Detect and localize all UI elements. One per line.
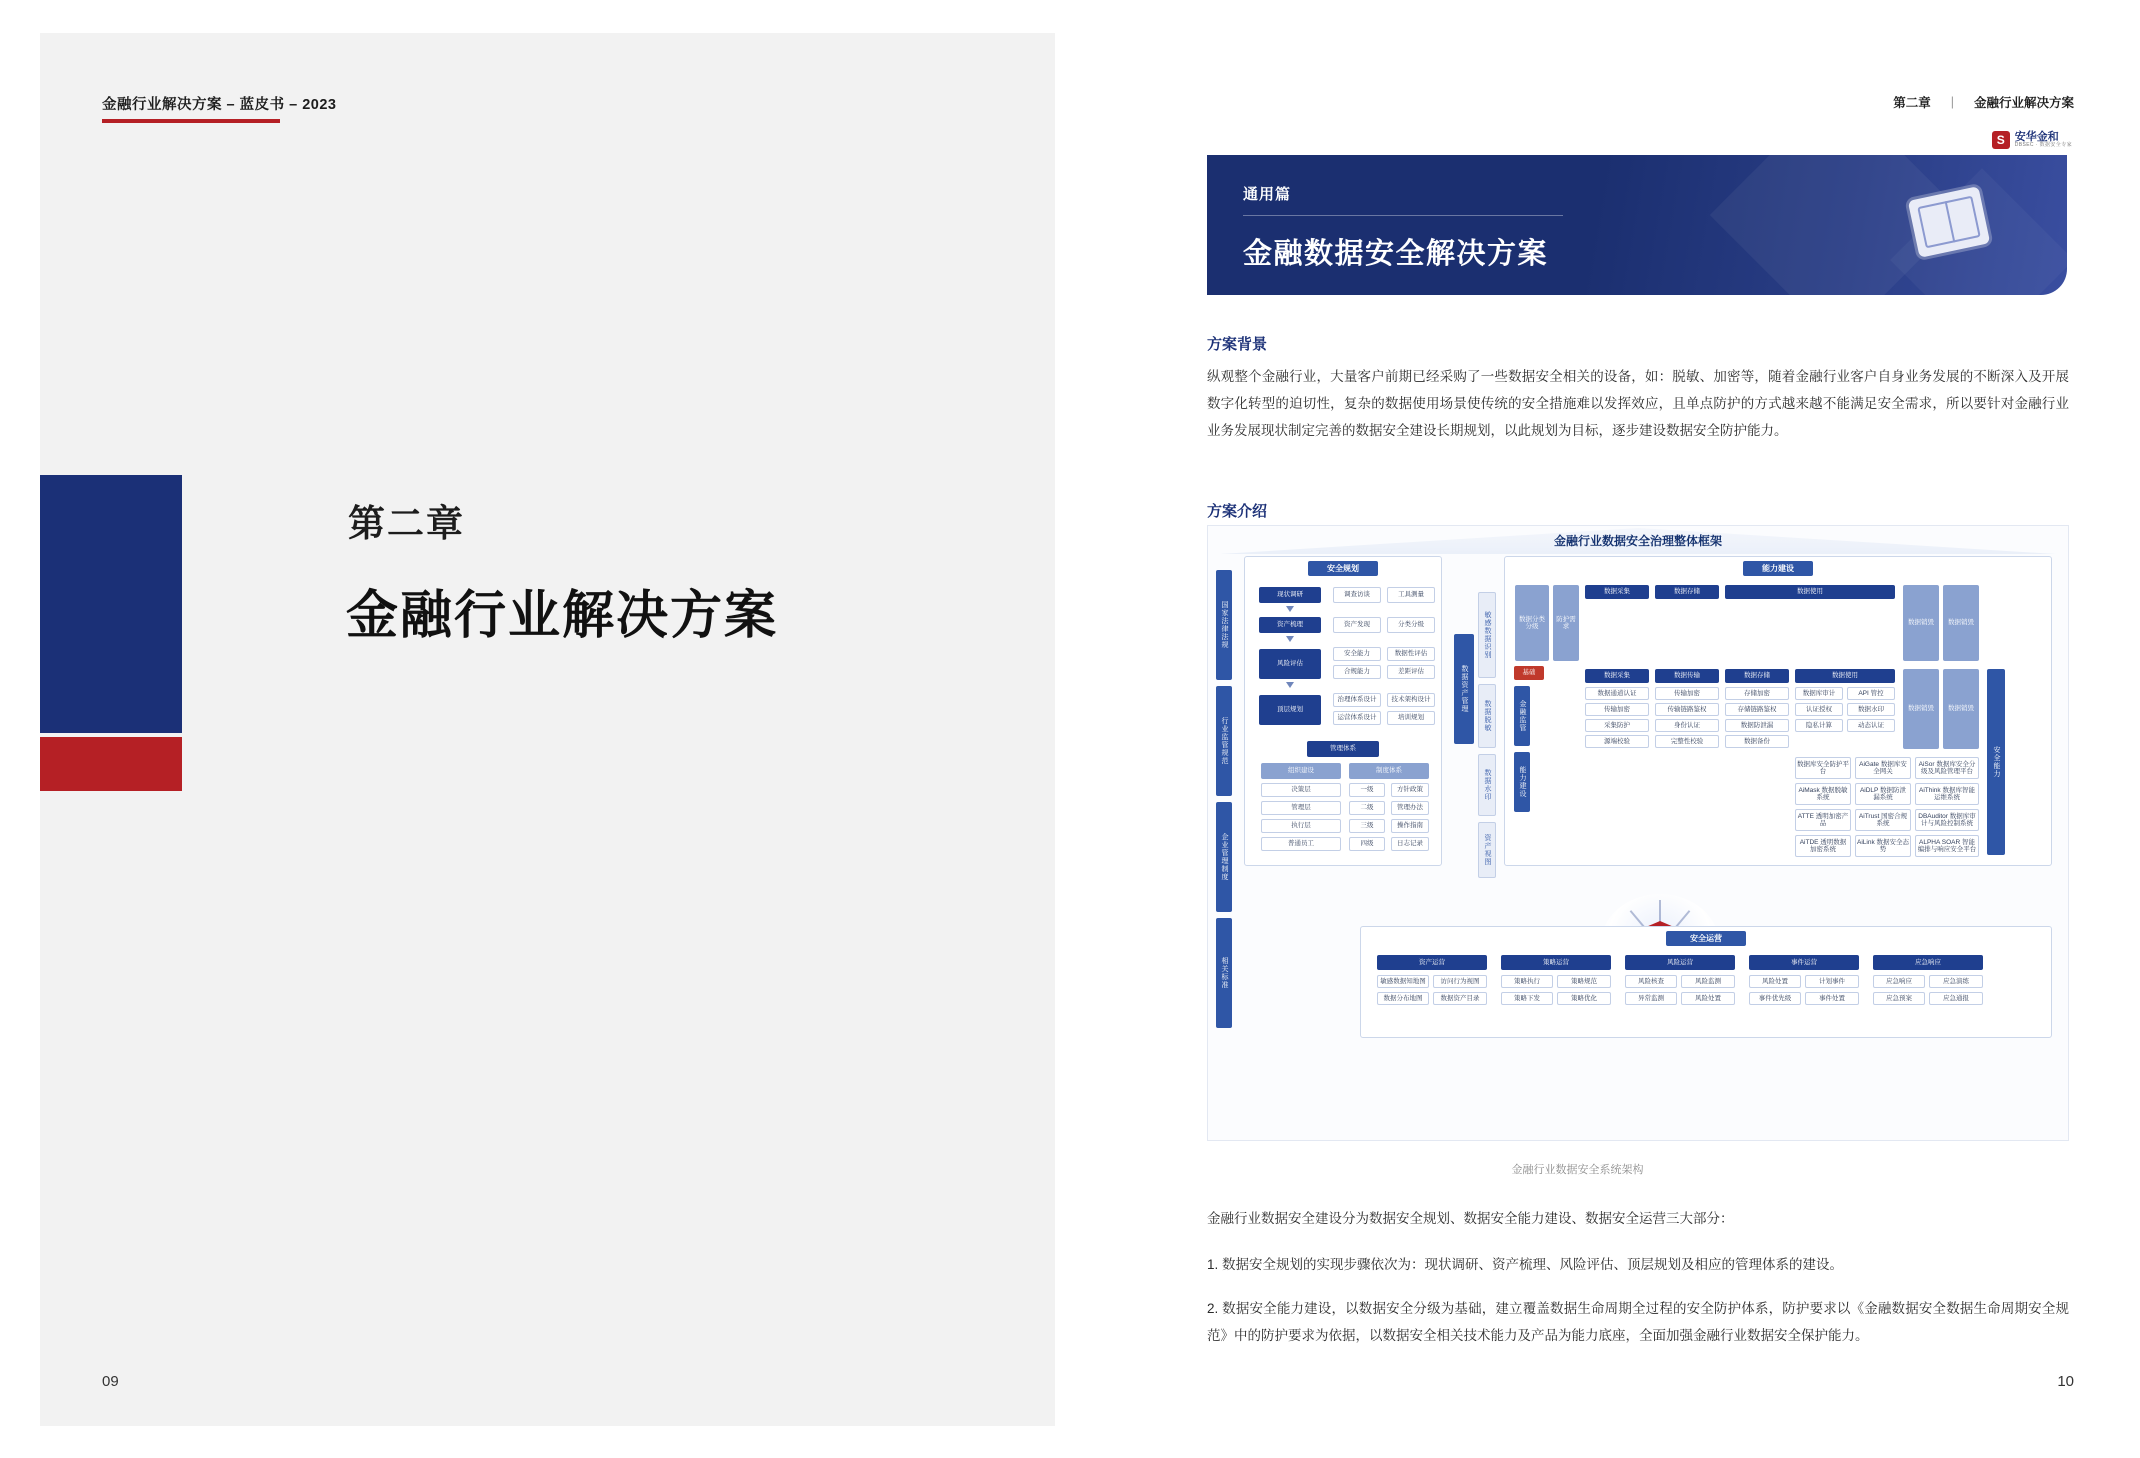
product-1-1: AiDLP 数据防泄漏系统 (1855, 783, 1911, 805)
planning-row-2-item-2: 合规能力 (1333, 665, 1381, 679)
capability-right-rail-2: 数据销毁 (1943, 669, 1979, 749)
capability-usage-item-2: 认证授权 (1795, 703, 1843, 716)
capability-top-5: 数据销毁 (1903, 585, 1939, 661)
operation-group-3-item-3: 事件处置 (1805, 992, 1859, 1005)
center-rail-4: 资产视图 (1478, 822, 1496, 878)
capability-collect-item-2: 采集防护 (1585, 719, 1649, 732)
product-1-0: AiMask 数据脱敏系统 (1795, 783, 1851, 805)
management-left-0: 决策层 (1261, 783, 1341, 797)
capability-usage-label: 数据使用 (1795, 669, 1895, 683)
paragraph-point-1: 1. 数据安全规划的实现步骤依次为：现状调研、资产梳理、风险评估、顶层规划及相应的管理体系的建设。 (1207, 1257, 1844, 1272)
planning-row-0-item-1: 工具测量 (1387, 587, 1435, 603)
paragraph-background: 纵观整个金融行业，大量客户前期已经采购了一些数据安全相关的设备，如：脱敏、加密等，随着金融行业客户自身业务发展的不断深入及开展数字化转型的迫切性，复杂的数据使用场景使传统的安全措施难以发挥效应，且单点防护的方式越来越不能满足安全需求，所以要针对金融行业业务发展现状制定完善的数据安全建设长期规划，以此规划为目标，逐步建设数据安全防护能力。 (1207, 369, 2069, 438)
management-left-3: 普通员工 (1261, 837, 1341, 851)
capability-usage-item-1: API 管控 (1847, 687, 1895, 700)
operation-group-4-item-3: 应急通报 (1929, 992, 1983, 1005)
planning-row-3-item-1: 技术架构设计 (1387, 693, 1435, 707)
product-0-2: AiSor 数据库安全分级及风险管理平台 (1915, 757, 1979, 779)
planning-row-2-item-1: 数据性评估 (1387, 647, 1435, 661)
product-0-1: AiGate 数据库安全网关 (1855, 757, 1911, 779)
capability-top-0: 数据分类分级 (1515, 585, 1549, 661)
architecture-diagram (1207, 525, 2069, 1141)
capability-right-rail-0: 安全能力 (1987, 669, 2005, 855)
capability-storage-item-3: 数据备份 (1725, 735, 1789, 748)
diagram-title: 金融行业数据安全治理整体框架 (1553, 534, 1722, 548)
operation-group-0-item-1: 访问行为视图 (1433, 975, 1487, 988)
rail-item-3: 相关标准 (1216, 918, 1232, 1028)
capability-top-2: 数据采集 (1585, 585, 1649, 599)
operation-group-4-item-1: 应急演练 (1929, 975, 1983, 988)
operation-group-1-item-1: 策略规范 (1557, 975, 1611, 988)
planning-row-3-item-2: 运营体系设计 (1333, 711, 1381, 725)
planning-row-1-label: 资产梳理 (1259, 617, 1321, 633)
capability-top-6: 数据销毁 (1943, 585, 1979, 661)
management-right-5: 操作指南 (1391, 819, 1429, 833)
capability-top-1: 防护需求 (1553, 585, 1579, 661)
operation-group-2-item-3: 风险处置 (1681, 992, 1735, 1005)
capability-collect-item-0: 数据通道认证 (1585, 687, 1649, 700)
rail-item-2: 企业管理制度 (1216, 802, 1232, 912)
capability-top-3: 数据存储 (1655, 585, 1719, 599)
management-right-4: 三级 (1349, 819, 1385, 833)
company-logo (1992, 131, 2072, 149)
operation-group-1-label: 策略运营 (1501, 955, 1611, 970)
left-page (40, 33, 1055, 1426)
operation-group-0-item-2: 数据分布地图 (1377, 992, 1429, 1005)
management-right-1: 方针政策 (1391, 783, 1429, 797)
operation-group-2-item-0: 风险核查 (1625, 975, 1677, 988)
capability-storage-item-2: 数据防泄漏 (1725, 719, 1789, 732)
capability-transfer-item-1: 传输链路鉴权 (1655, 703, 1719, 716)
operation-group-1-item-2: 策略下发 (1501, 992, 1553, 1005)
operation-group-2-label: 风险运营 (1625, 955, 1735, 970)
basis-tag: 基础 (1514, 666, 1544, 680)
paragraph-overview: 金融行业数据安全建设分为数据安全规划、数据安全能力建设、数据安全运营三大部分： (1207, 1211, 1734, 1226)
header-divider: | (1950, 95, 1954, 109)
capability-usage-item-3: 数据水印 (1847, 703, 1895, 716)
operation-group-4-label: 应急响应 (1873, 955, 1983, 970)
chapter-accent-bar (40, 475, 182, 791)
product-2-1: AiTrust 国密合规系统 (1855, 809, 1911, 831)
logo-mark-icon: S (1992, 131, 2010, 149)
group-operation-title: 安全运营 (1666, 931, 1746, 946)
group-planning (1244, 556, 1442, 866)
header-right (1893, 93, 2074, 111)
operation-group-2-item-1: 风险监测 (1681, 975, 1735, 988)
capability-collect-item-3: 源端校验 (1585, 735, 1649, 748)
planning-row-0-label: 现状调研 (1259, 587, 1321, 603)
product-2-0: ATTE 透明加密产品 (1795, 809, 1851, 831)
capability-storage-item-0: 存储加密 (1725, 687, 1789, 700)
product-3-2: ALPHA SOAR 智能编排与响应安全平台 (1915, 835, 1979, 857)
product-3-0: AiTDE 透明数据加密系统 (1795, 835, 1851, 857)
planning-row-2-item-0: 安全能力 (1333, 647, 1381, 661)
management-left-2: 执行层 (1261, 819, 1341, 833)
center-rail-3: 数据水印 (1478, 754, 1496, 816)
management-col-0: 组织建设 (1261, 763, 1341, 779)
center-rail-0: 数据资产管理 (1454, 634, 1474, 744)
planning-row-3-label: 顶层规划 (1259, 695, 1321, 725)
capability-storage-item-1: 存储链路鉴权 (1725, 703, 1789, 716)
page-number-right: 10 (2057, 1373, 2074, 1390)
planning-row-1-item-1: 分类分级 (1387, 617, 1435, 633)
capability-transfer-item-2: 身份认证 (1655, 719, 1719, 732)
chapter-title: 金融行业解决方案 (346, 587, 779, 645)
group-capability (1504, 556, 2052, 866)
management-right-0: 一级 (1349, 783, 1385, 797)
group-capability-title: 能力建设 (1743, 561, 1813, 576)
capability-right-rail-1: 数据销毁 (1903, 669, 1939, 749)
capability-usage-item-4: 隐私计算 (1795, 719, 1843, 732)
product-1-2: AiThink 数据库智能运维系统 (1915, 783, 1979, 805)
operation-group-4-item-2: 应急预案 (1873, 992, 1925, 1005)
operation-group-0-label: 资产运营 (1377, 955, 1487, 970)
planning-row-2-label: 风险评估 (1259, 649, 1321, 679)
section-banner (1207, 155, 2067, 295)
heading-background: 方案背景 (1207, 336, 1268, 353)
pillar-tag-0: 金融监管 (1514, 686, 1530, 746)
center-rail-1: 敏感数据识别 (1478, 592, 1496, 678)
chapter-accent-red (40, 737, 182, 791)
operation-group-2-item-2: 异常监测 (1625, 992, 1677, 1005)
product-3-1: AiLink 数据安全态势 (1855, 835, 1911, 857)
operation-group-1-item-3: 策略优化 (1557, 992, 1611, 1005)
rail-item-1: 行业监管规范 (1216, 686, 1232, 796)
header-left: 金融行业解决方案 – 蓝皮书 – 2023 (102, 97, 337, 113)
operation-group-4-item-0: 应急响应 (1873, 975, 1925, 988)
planning-arrow-2 (1286, 682, 1294, 688)
capability-collect-label: 数据采集 (1585, 669, 1649, 683)
banner-divider (1243, 215, 1563, 216)
capability-transfer-item-3: 完整性校验 (1655, 735, 1719, 748)
management-right-6: 四级 (1349, 837, 1385, 851)
planning-row-0-item-0: 调查访谈 (1333, 587, 1381, 603)
group-operation (1360, 926, 2052, 1038)
header-right-chapter: 第二章 (1893, 96, 1931, 110)
group-planning-title: 安全规划 (1308, 561, 1378, 576)
header-rule (102, 119, 280, 123)
logo-text (2015, 131, 2072, 149)
planning-arrow-1 (1286, 636, 1294, 642)
capability-transfer-item-0: 传输加密 (1655, 687, 1719, 700)
heading-introduction: 方案介绍 (1207, 503, 1268, 520)
management-right-2: 二级 (1349, 801, 1385, 815)
operation-group-3-item-1: 计划事件 (1805, 975, 1859, 988)
paragraph-point-2: 2. 数据安全能力建设，以数据安全分级为基础，建立覆盖数据生命周期全过程的安全防护体系，防护要求以《金融数据安全数据生命周期安全规范》中的防护要求为依据，以数据安全相关技术能力及产品为能力底座，全面加强金融行业数据安全保护能力。 (1207, 1301, 2069, 1343)
planning-row-1-item-0: 资产发现 (1333, 617, 1381, 633)
group-management-title: 管理体系 (1307, 741, 1379, 757)
management-right-7: 日志记录 (1391, 837, 1429, 851)
chapter-number: 第二章 (348, 503, 465, 544)
operation-group-0-item-0: 敏感数据知地图 (1377, 975, 1429, 988)
capability-transfer-label: 数据传输 (1655, 669, 1719, 683)
operation-group-3-item-0: 风险处置 (1749, 975, 1801, 988)
capability-usage-item-0: 数据库审计 (1795, 687, 1843, 700)
rail-item-0: 国家法律法规 (1216, 570, 1232, 680)
product-2-2: DBAuditor 数据库审计与风险控制系统 (1915, 809, 1979, 831)
logo-name: 安华金和 (2014, 131, 2059, 144)
header-right-title: 金融行业解决方案 (1973, 96, 2074, 110)
planning-row-3-item-3: 培训规划 (1387, 711, 1435, 725)
center-rail-2: 数据脱敏 (1478, 684, 1496, 748)
page-number-left: 09 (102, 1373, 119, 1390)
logo-sub: DBSEC · 数据安全专家 (2014, 142, 2072, 149)
capability-collect-item-1: 传输加密 (1585, 703, 1649, 716)
operation-group-0-item-3: 数据资产目录 (1433, 992, 1487, 1005)
right-page (1055, 33, 2100, 1426)
capability-usage-item-5: 动态认证 (1847, 719, 1895, 732)
planning-row-2-item-3: 差距评估 (1387, 665, 1435, 679)
banner-kicker: 通用篇 (1243, 186, 1292, 203)
chapter-accent-blue (40, 475, 182, 733)
management-left-1: 管理层 (1261, 801, 1341, 815)
product-0-0: 数据库安全防护平台 (1795, 757, 1851, 779)
figure-caption: 金融行业数据安全系统架构 (1511, 1164, 1644, 1176)
management-col-1: 制度体系 (1349, 763, 1429, 779)
pillar-tag-1: 能力建设 (1514, 752, 1530, 812)
operation-group-3-item-2: 事件优先级 (1749, 992, 1801, 1005)
planning-arrow-0 (1286, 606, 1294, 612)
operation-group-3-label: 事件运营 (1749, 955, 1859, 970)
operation-group-1-item-0: 策略执行 (1501, 975, 1553, 988)
planning-row-3-item-0: 治理体系设计 (1333, 693, 1381, 707)
banner-title: 金融数据安全解决方案 (1243, 238, 1549, 270)
capability-top-4: 数据使用 (1725, 585, 1895, 599)
management-right-3: 管理办法 (1391, 801, 1429, 815)
capability-storage-label: 数据存储 (1725, 669, 1789, 683)
